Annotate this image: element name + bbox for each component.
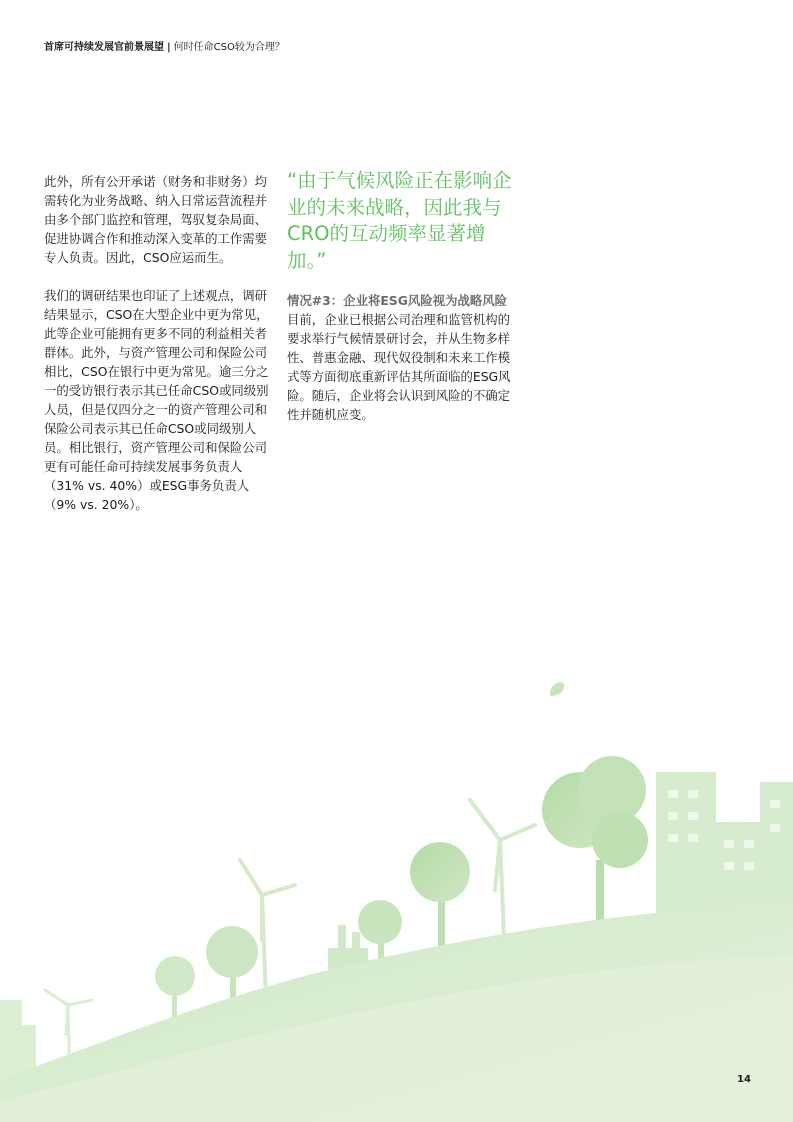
- running-header: [44, 41, 285, 55]
- header-separator: |: [167, 42, 171, 53]
- right-column: [287, 168, 513, 424]
- left-column: [44, 172, 270, 533]
- wind-turbine-icon: [240, 860, 295, 1000]
- pull-quote: “由于气候风险正在影响企业的未来战略，因此我与CRO的互动频率显著增加。”: [287, 169, 512, 272]
- leaf-icon: [550, 682, 564, 696]
- section-subtitle: 何时任命CSO较为合理？: [173, 42, 285, 53]
- case-heading: 情况#3：企业将ESG风险视为战略风险: [287, 293, 508, 308]
- case-body: 目前，企业已根据公司治理和监管机构的要求举行气候情景研讨会，并从生物多样性、普惠金融、现代奴役制和未来工作模式等方面彻底重新评估其所面临的ESG风险。随后，企业将会认识到风险的不确定性并随机应变。: [287, 312, 511, 422]
- page-number: 14: [737, 1074, 751, 1085]
- body-paragraph-2: 我们的调研结果也印证了上述观点，调研结果显示，CSO在大型企业中更为常见，此等企业可能拥有更多不同的利益相关者群体。此外，与资产管理公司和保险公司相比，CSO在银行中更为常见。逾三分之一的受访银行表示其已任命CSO或同级别人员，但是仅四分之一的资产管理公司和保险公司表示其已任命CSO或同级别人员。相比银行，资产管理公司和保险公司更有可能任命可持续发展事务负责人（31% vs. 40%）或ESG事务负责人（9% vs. 20%）。: [44, 288, 269, 512]
- body-paragraph-1: 此外，所有公开承诺（财务和非财务）均需转化为业务战略、纳入日常运营流程并由多个部门监控和管理，驾驭复杂局面、促进协调合作和推动深入变革的工作需要专人负责。因此，CSO应运而生。: [44, 174, 268, 265]
- sustainable-landscape-illustration: [0, 640, 793, 1122]
- report-title: 首席可持续发展官前景展望: [44, 42, 164, 53]
